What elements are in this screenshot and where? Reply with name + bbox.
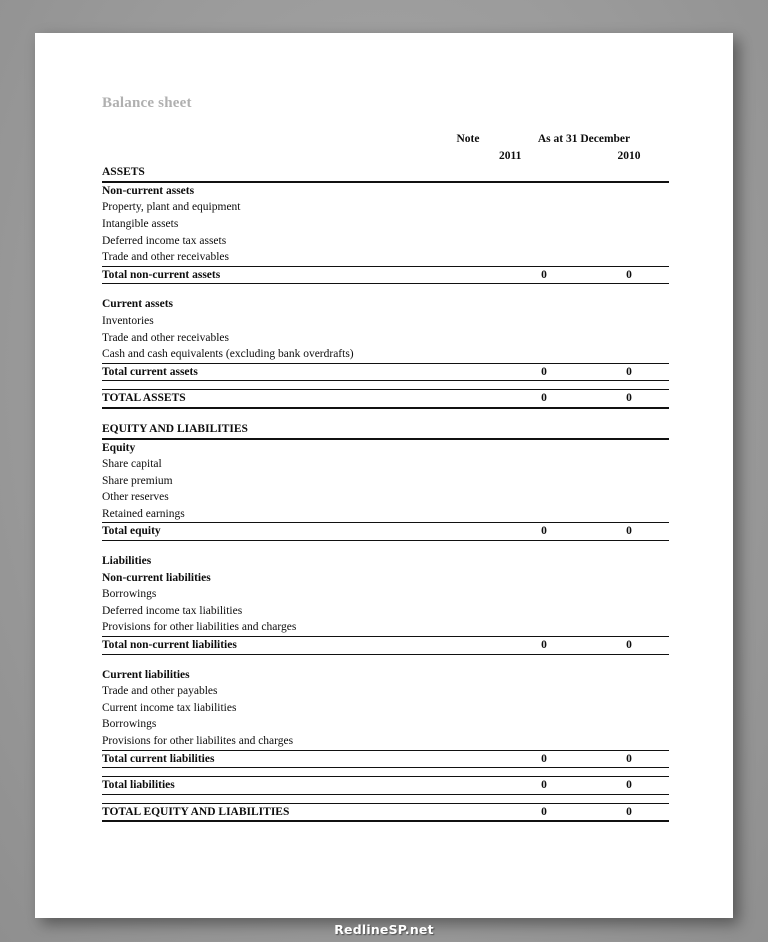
ca-head-y2	[589, 296, 669, 313]
line-item-label: Provisions for other liabilities and charges	[102, 619, 437, 636]
spacer-cell	[499, 654, 589, 667]
table-row	[102, 603, 669, 620]
table-row	[102, 506, 669, 523]
total-note	[437, 777, 499, 795]
line-item-note	[437, 216, 499, 233]
cl-head-y2	[589, 667, 669, 684]
line-item-y2	[589, 456, 669, 473]
total-value-2010: 0	[589, 523, 669, 541]
line-item-y2	[589, 313, 669, 330]
total-label: TOTAL EQUITY AND LIABILITIES	[102, 803, 437, 821]
liab-head-y1	[499, 553, 589, 570]
eq-head-y1	[499, 439, 589, 457]
cl-head-note	[437, 667, 499, 684]
line-item-label: Cash and cash equivalents (excluding bank overdrafts)	[102, 346, 437, 363]
line-item-note	[437, 733, 499, 750]
total-value-2010: 0	[589, 777, 669, 795]
line-item-y1	[499, 733, 589, 750]
total-value-2010: 0	[589, 750, 669, 768]
total-value-2011: 0	[499, 390, 589, 408]
line-item-y2	[589, 346, 669, 363]
total-label: TOTAL ASSETS	[102, 390, 437, 408]
line-item-y2	[589, 506, 669, 523]
spacer-cell	[102, 768, 437, 777]
spacer-cell	[499, 768, 589, 777]
spacer-cell	[589, 768, 669, 777]
line-item-y1	[499, 456, 589, 473]
line-item-note	[437, 233, 499, 250]
spacer-cell	[102, 284, 437, 297]
spacer-cell	[102, 794, 437, 803]
spacer-cell	[589, 381, 669, 390]
subsection-non-current-liabilities	[102, 570, 669, 587]
section-assets-heading	[102, 164, 669, 182]
line-item-label: Trade and other payables	[102, 685, 218, 698]
line-item-label: Trade and other receivables	[102, 331, 229, 344]
ncl-head-y2	[589, 570, 669, 587]
total-value-2010: 0	[589, 390, 669, 408]
line-item-label: Other reserves	[102, 491, 169, 504]
balance-sheet-table	[102, 131, 669, 822]
spacer-cell	[499, 794, 589, 803]
year-note-blank	[437, 148, 499, 165]
line-item-y2	[589, 489, 669, 506]
table-row	[102, 199, 669, 216]
line-item-y1	[499, 489, 589, 506]
header-note: Note	[456, 133, 480, 145]
equity-heading: Equity	[102, 441, 136, 454]
assets-heading-label: ASSETS	[102, 164, 437, 182]
line-item-y2	[589, 683, 669, 700]
total-note	[437, 637, 499, 655]
line-item-y2	[589, 603, 669, 620]
line-item-note	[437, 249, 499, 266]
spacer-cell	[589, 794, 669, 803]
total-value-2010: 0	[589, 637, 669, 655]
total-label: Total non-current liabilities	[102, 637, 437, 655]
total-value-2010: 0	[589, 803, 669, 821]
line-item-y1	[499, 603, 589, 620]
nca-head-y1	[499, 182, 589, 200]
total-label: Total equity	[102, 523, 437, 541]
total-value-2010: 0	[589, 363, 669, 381]
line-item-label: Retained earnings	[102, 506, 437, 523]
subsection-equity	[102, 439, 669, 457]
total-label: Total current liabilities	[102, 750, 437, 768]
table-row	[102, 700, 669, 717]
spacer-row	[102, 284, 669, 297]
eq-head-y2	[589, 439, 669, 457]
total-note	[437, 390, 499, 408]
subsection-current-liabilities	[102, 667, 669, 684]
line-item-note	[437, 683, 499, 700]
total-value-2010: 0	[589, 266, 669, 284]
line-item-note	[437, 603, 499, 620]
total-value-2011: 0	[499, 777, 589, 795]
spacer-cell	[437, 284, 499, 297]
watermark-banner	[0, 917, 768, 942]
eq-head-note	[437, 439, 499, 457]
assets-heading-y1	[499, 164, 589, 182]
line-item-note	[437, 586, 499, 603]
spacer-cell	[102, 654, 437, 667]
total-row-current-assets	[102, 363, 669, 381]
spacer-cell	[437, 541, 499, 554]
spacer-cell	[499, 381, 589, 390]
line-item-label: Borrowings	[102, 588, 157, 601]
line-item-y2	[589, 233, 669, 250]
cl-head-y1	[499, 667, 589, 684]
line-item-y1	[499, 249, 589, 266]
line-item-note	[437, 506, 499, 523]
spacer-row	[102, 381, 669, 390]
total-value-2011: 0	[499, 637, 589, 655]
line-item-y2	[589, 249, 669, 266]
table-year-row	[102, 148, 669, 165]
table-row	[102, 346, 669, 363]
total-label: Total non-current assets	[102, 266, 437, 284]
spacer-row	[102, 408, 669, 421]
line-item-y1	[499, 683, 589, 700]
current-assets-heading: Current assets	[102, 298, 174, 311]
total-label: Total current assets	[102, 363, 437, 381]
total-note	[437, 750, 499, 768]
line-item-y1	[499, 330, 589, 347]
line-item-label: Deferred income tax liabilities	[102, 604, 243, 617]
spacer-cell	[437, 408, 499, 421]
table-row	[102, 733, 669, 750]
line-item-label: Share premium	[102, 474, 173, 487]
spacer-cell	[102, 408, 437, 421]
nca-head-note	[437, 182, 499, 200]
total-value-2011: 0	[499, 750, 589, 768]
line-item-y1	[499, 506, 589, 523]
line-item-label: Intangible assets	[102, 217, 179, 230]
total-value-2011: 0	[499, 803, 589, 821]
spacer-row	[102, 794, 669, 803]
line-item-note	[437, 473, 499, 490]
ca-head-y1	[499, 296, 589, 313]
line-item-note	[437, 313, 499, 330]
subsection-liabilities	[102, 553, 669, 570]
line-item-y2	[589, 330, 669, 347]
el-head-y1	[499, 421, 589, 439]
line-item-y2	[589, 700, 669, 717]
liab-head-note	[437, 553, 499, 570]
spacer-cell	[437, 381, 499, 390]
spacer-row	[102, 654, 669, 667]
total-row-total-equity-liabilities	[102, 803, 669, 821]
spacer-cell	[589, 284, 669, 297]
line-item-note	[437, 199, 499, 216]
page-title: Balance sheet	[102, 95, 192, 111]
year-blank	[102, 148, 437, 165]
line-item-note	[437, 700, 499, 717]
total-row-current-liabilities	[102, 750, 669, 768]
line-item-y1	[499, 313, 589, 330]
total-label: Total liabilities	[102, 777, 437, 795]
table-row	[102, 330, 669, 347]
equity-liabilities-heading-label: EQUITY AND LIABILITIES	[102, 421, 437, 439]
total-value-2011: 0	[499, 266, 589, 284]
line-item-y2	[589, 216, 669, 233]
line-item-note	[437, 346, 499, 363]
nca-head-y2	[589, 182, 669, 200]
total-note	[437, 803, 499, 821]
line-item-y2	[589, 199, 669, 216]
table-row	[102, 473, 669, 490]
spacer-cell	[437, 768, 499, 777]
non-current-liabilities-heading: Non-current liabilities	[102, 571, 211, 584]
spacer-cell	[437, 654, 499, 667]
table-row	[102, 249, 669, 266]
spacer-cell	[589, 408, 669, 421]
spacer-cell	[437, 794, 499, 803]
line-item-y1	[499, 216, 589, 233]
subsection-current-assets	[102, 296, 669, 313]
line-item-label: Current income tax liabilities	[102, 701, 237, 714]
line-item-note	[437, 330, 499, 347]
line-item-label: Share capital	[102, 458, 162, 471]
spacer-cell	[102, 381, 437, 390]
total-note	[437, 363, 499, 381]
spacer-cell	[499, 284, 589, 297]
line-item-label: Inventories	[102, 314, 154, 327]
table-row	[102, 619, 669, 636]
spacer-cell	[589, 541, 669, 554]
ncl-head-y1	[499, 570, 589, 587]
table-row	[102, 489, 669, 506]
line-item-y1	[499, 716, 589, 733]
el-head-y2	[589, 421, 669, 439]
line-item-label: Property, plant and equipment	[102, 201, 241, 214]
spacer-cell	[102, 541, 437, 554]
line-item-y1	[499, 700, 589, 717]
table-row	[102, 586, 669, 603]
line-item-note	[437, 619, 499, 636]
total-row-non-current-assets	[102, 266, 669, 284]
line-item-y1	[499, 199, 589, 216]
assets-heading-note	[437, 164, 499, 182]
header-blank	[102, 131, 437, 148]
line-item-y2	[589, 619, 669, 636]
line-item-y2	[589, 716, 669, 733]
line-item-y1	[499, 586, 589, 603]
section-equity-liabilities-heading	[102, 421, 669, 439]
liab-head-y2	[589, 553, 669, 570]
line-item-label: Borrowings	[102, 718, 157, 731]
table-row	[102, 313, 669, 330]
total-note	[437, 266, 499, 284]
table-row	[102, 683, 669, 700]
line-item-y2	[589, 733, 669, 750]
spacer-row	[102, 541, 669, 554]
ca-head-note	[437, 296, 499, 313]
spacer-cell	[589, 654, 669, 667]
spacer-cell	[499, 408, 589, 421]
table-row	[102, 716, 669, 733]
liabilities-heading: Liabilities	[102, 555, 152, 568]
line-item-note	[437, 489, 499, 506]
header-period: As at 31 December	[537, 133, 631, 145]
header-year-2010: 2010	[617, 149, 641, 162]
line-item-y1	[499, 233, 589, 250]
total-value-2011: 0	[499, 363, 589, 381]
total-row-total-liabilities	[102, 777, 669, 795]
total-row-non-current-liabilities	[102, 637, 669, 655]
non-current-assets-heading: Non-current assets	[102, 184, 195, 197]
table-row	[102, 216, 669, 233]
table-header-row	[102, 131, 669, 148]
spacer-row	[102, 768, 669, 777]
ncl-head-note	[437, 570, 499, 587]
line-item-label: Provisions for other liabilites and charges	[102, 733, 437, 750]
header-year-2011: 2011	[499, 149, 522, 162]
total-value-2011: 0	[499, 523, 589, 541]
watermark-text: RedlineSP.net	[334, 922, 434, 937]
total-note	[437, 523, 499, 541]
table-row	[102, 456, 669, 473]
total-row-total-assets	[102, 390, 669, 408]
line-item-label: Trade and other receivables	[102, 249, 437, 266]
table-row	[102, 233, 669, 250]
el-head-note	[437, 421, 499, 439]
line-item-note	[437, 456, 499, 473]
spacer-cell	[499, 541, 589, 554]
line-item-y1	[499, 473, 589, 490]
line-item-y1	[499, 346, 589, 363]
line-item-y2	[589, 586, 669, 603]
document-page	[35, 33, 733, 918]
assets-heading-y2	[589, 164, 669, 182]
total-row-equity	[102, 523, 669, 541]
line-item-y1	[499, 619, 589, 636]
line-item-label: Deferred income tax assets	[102, 234, 227, 247]
current-liabilities-heading: Current liabilities	[102, 668, 190, 681]
line-item-note	[437, 716, 499, 733]
subsection-non-current-assets	[102, 182, 669, 200]
line-item-y2	[589, 473, 669, 490]
